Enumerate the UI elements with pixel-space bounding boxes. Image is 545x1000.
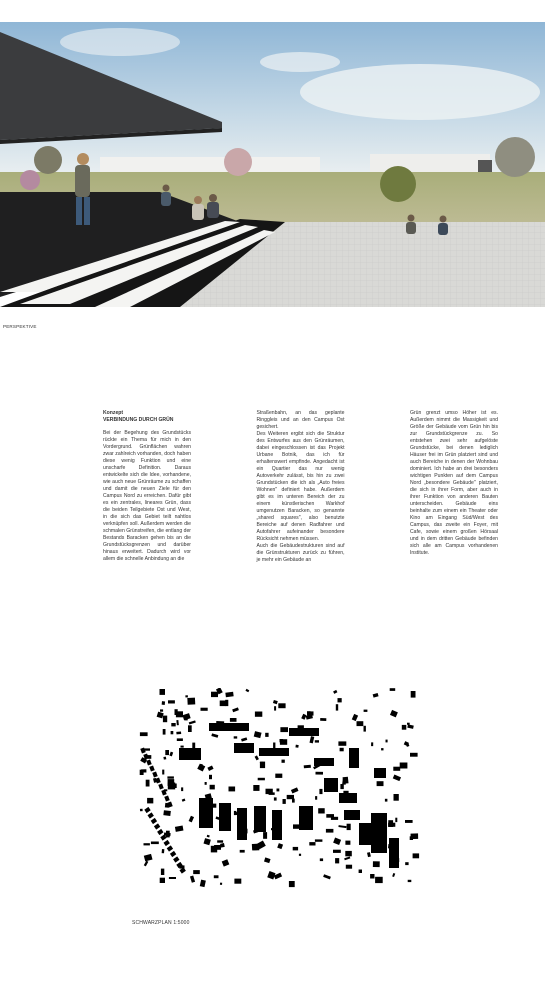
building-footprint <box>162 701 165 705</box>
tree <box>224 148 252 176</box>
tree <box>380 166 416 202</box>
building-footprint <box>338 825 346 828</box>
building-footprint <box>280 727 288 732</box>
building-footprint <box>188 725 192 732</box>
building-footprint <box>157 829 163 835</box>
building-footprint <box>144 861 149 867</box>
text-column-1 <box>103 410 191 564</box>
building-footprint <box>204 819 207 824</box>
building-footprint <box>263 832 267 839</box>
building-footprint <box>320 718 326 721</box>
building-footprint <box>175 826 184 832</box>
building-footprint <box>377 781 384 786</box>
building-footprint <box>160 878 165 883</box>
building-footprint <box>392 858 399 862</box>
building-footprint <box>395 818 397 822</box>
building-footprint <box>160 689 166 695</box>
building-footprint <box>344 810 360 820</box>
building-footprint <box>306 714 313 719</box>
building-footprint <box>234 879 241 884</box>
building-footprint <box>254 806 266 832</box>
paragraph: Grün grenzt umso Höher ist es. Außerdem nimmt die Massigkeit und Größe der Gebäude vom Grün hin bis zur Grundstückgrenze zu. So entstehen zwei sehr aufgelöste Grundstücke, bei denen lediglich Häuser frei im Grün platziert sind und auch Bereiche in denen der Wohnbau dominiert. Ich habe an drei besonders wichtigen Punkten auf dem Campus Nord „besondere Gebäude" platziert, die sich in ihrer Form, aber auch in ihrer Funktion von anderen Bauten unterscheiden. Gebäude eins beinhalte zum einem ein Theater oder Kino am Eingang Süd/West des Campus, das zweite ein Foyer, mit Cafe, sowie einem großen Hörsaal und in dem dritten Gebäude befinden sich alle am Campus vorhandenen Institute. <box>410 410 498 556</box>
building-footprint <box>293 824 300 828</box>
building-footprint <box>175 709 178 715</box>
building-footprint <box>158 783 163 789</box>
building-footprint <box>273 700 278 704</box>
building-footprint <box>340 784 343 789</box>
building-footprint <box>280 739 284 742</box>
building-footprint <box>171 731 174 734</box>
building-footprint <box>267 871 275 879</box>
building-footprint <box>276 774 281 776</box>
building-footprint <box>373 861 380 867</box>
building-footprint <box>274 706 276 710</box>
text-column-2 <box>257 410 345 564</box>
building-footprint <box>230 718 237 722</box>
building-footprint <box>259 748 289 756</box>
building-footprint <box>140 809 143 812</box>
building-footprint <box>371 742 373 746</box>
building-footprint <box>253 829 258 833</box>
building-footprint <box>200 880 206 888</box>
building-footprint <box>359 870 362 874</box>
building-footprint <box>151 842 159 845</box>
building-footprint <box>319 789 322 794</box>
building-footprint <box>318 808 325 813</box>
building-footprint <box>140 747 145 753</box>
building-footprint <box>236 812 243 815</box>
concept-title: VERBINDUNG DURCH GRÜN <box>103 417 174 423</box>
building-footprint <box>217 840 223 842</box>
building-footprint <box>170 851 176 857</box>
building-footprint <box>333 838 341 845</box>
concept-text <box>103 410 498 564</box>
building-footprint <box>272 810 282 840</box>
building-footprint <box>277 789 280 792</box>
building-footprint <box>407 724 413 728</box>
building-footprint <box>271 828 278 830</box>
building-footprint <box>364 710 368 712</box>
building-footprint <box>207 835 210 838</box>
building-footprint <box>410 753 418 757</box>
building-footprint <box>315 839 323 841</box>
building-footprint <box>390 710 398 717</box>
concept-kicker: Konzept <box>103 410 124 416</box>
building-footprint <box>187 698 195 705</box>
building-footprint <box>282 760 285 763</box>
building-footprint <box>162 770 164 775</box>
building-footprint <box>269 792 275 795</box>
building-footprint <box>204 838 211 845</box>
site-plan-caption: SCHWARZPLAN 1:5000 <box>132 920 190 926</box>
building-footprint <box>324 778 338 792</box>
building-footprint <box>146 780 150 787</box>
building-footprint <box>331 817 338 820</box>
building-footprint <box>255 712 262 717</box>
building-footprint <box>273 743 275 749</box>
building-footprint <box>371 813 387 853</box>
building-footprint <box>344 856 350 860</box>
cloud <box>300 64 540 120</box>
building-footprint <box>393 774 401 781</box>
building-footprint <box>219 825 224 828</box>
building-footprint <box>343 791 348 796</box>
tree <box>34 146 62 174</box>
building-footprint <box>295 745 298 748</box>
building-footprint <box>146 759 151 765</box>
building-footprint <box>214 875 219 878</box>
building-footprint <box>163 729 166 735</box>
building-footprint <box>240 829 248 834</box>
building-footprint <box>287 795 294 799</box>
building-footprint <box>388 823 395 827</box>
perspective-caption: PERSPEKTIVE <box>3 324 37 329</box>
building-footprint <box>207 765 213 771</box>
building-footprint <box>315 772 323 775</box>
building-footprint <box>211 733 218 737</box>
building-footprint <box>200 764 202 767</box>
building-footprint <box>147 798 153 804</box>
building-footprint <box>367 852 371 857</box>
building-footprint <box>265 733 268 737</box>
building-footprint <box>245 689 249 692</box>
building-footprint <box>169 877 176 879</box>
building-footprint <box>176 732 181 735</box>
building-footprint <box>201 708 208 711</box>
building-footprint <box>213 725 221 731</box>
building-footprint <box>400 763 408 769</box>
building-footprint <box>392 873 395 877</box>
building-footprint <box>364 726 366 732</box>
building-footprint <box>388 844 391 849</box>
building-footprint <box>193 753 198 760</box>
building-footprint <box>352 714 358 721</box>
building-footprint <box>189 720 196 724</box>
building-footprint <box>320 858 323 861</box>
building-footprint <box>342 779 346 785</box>
building-footprint <box>381 748 383 750</box>
building-footprint <box>347 824 351 830</box>
building-footprint <box>304 765 311 768</box>
building-footprint <box>390 688 396 691</box>
building-footprint <box>210 785 215 790</box>
building-footprint <box>149 765 154 771</box>
paragraph: Bei der Begehung des Grundstücks rückte ein Thema für mich in den Vordergrund. Grünflächen wahren zwar zahlreich vorhanden, doch haben diese wenig Funktion und eine unscharfe Definition. Daraus entwickelte sich die Idee, vorhandene, wie auch neue Grünräume zu schaffen und damit die neuen Ziele für den Campus Nord zu erreichen. Dafür gibt es ein zentrales, lineares Grün, dass die beiden Teilgebiete Ost und West, in die sich das Gebiet teilt nahtlos verknüpfen soll. Außerdem werden die schmalen Grünstreifen, die entlang der Bestands Baracken gehen bis an die Grundstücksgrenzen und darüber hinaus erweitert. Dadurch wird vor allem die schnelle Anbindung an die <box>103 430 191 562</box>
building-footprint <box>336 704 338 710</box>
building-footprint <box>309 842 315 845</box>
building-footprint <box>413 853 420 858</box>
building-footprint <box>255 755 259 760</box>
building-footprint <box>189 816 194 823</box>
building-footprint <box>298 725 304 732</box>
building-footprint <box>209 775 212 779</box>
building-footprint <box>277 843 283 849</box>
figure-ground-plan <box>139 688 424 890</box>
building-footprint <box>225 692 233 698</box>
building-footprint <box>155 777 160 783</box>
building-footprint <box>169 752 173 757</box>
tree <box>20 170 40 190</box>
building-footprint <box>389 838 399 868</box>
building-footprint <box>193 870 200 874</box>
building-footprint <box>253 785 259 791</box>
building-footprint <box>214 845 221 850</box>
building-footprint <box>258 778 265 781</box>
building-footprint <box>289 881 295 887</box>
building-footprint <box>393 767 400 771</box>
building-footprint <box>211 692 218 697</box>
building-footprint <box>315 796 317 800</box>
building-footprint <box>204 806 208 812</box>
building-footprint <box>151 818 157 824</box>
building-footprint <box>299 854 301 856</box>
building-footprint <box>357 721 364 726</box>
building-footprint <box>171 784 177 789</box>
building-footprint <box>140 732 148 736</box>
building-footprint <box>373 693 379 698</box>
building-footprint <box>182 799 186 802</box>
building-footprint <box>405 862 408 865</box>
building-footprint <box>333 690 337 694</box>
building-footprint <box>326 829 334 833</box>
perspective-rendering <box>0 22 545 307</box>
text-column-3 <box>410 410 498 564</box>
building-footprint <box>359 823 371 845</box>
building-footprint <box>264 857 271 863</box>
building-footprint <box>370 874 374 879</box>
building-footprint <box>152 771 157 777</box>
building-footprint <box>162 849 165 853</box>
building-footprint <box>167 845 173 851</box>
building-footprint <box>407 723 410 725</box>
building-footprint <box>338 741 346 745</box>
building-footprint <box>163 757 166 760</box>
tree <box>495 137 535 177</box>
building-footprint <box>411 691 416 698</box>
building-footprint <box>167 776 174 778</box>
building-footprint <box>254 731 262 738</box>
building-footprint <box>289 728 319 736</box>
building-footprint <box>164 840 170 846</box>
building-footprint <box>345 841 350 845</box>
building-footprint <box>163 810 171 816</box>
building-footprint <box>375 877 383 883</box>
building-footprint <box>278 703 285 708</box>
building-footprint <box>220 883 222 885</box>
building-footprint <box>208 804 216 808</box>
building-footprint <box>154 823 160 829</box>
building-footprint <box>220 701 226 707</box>
building-footprint <box>173 856 179 862</box>
building-footprint <box>241 737 247 741</box>
building-footprint <box>346 865 352 869</box>
building-footprint <box>315 740 319 742</box>
building-footprint <box>144 748 150 750</box>
building-footprint <box>291 787 299 793</box>
building-footprint <box>144 854 153 862</box>
perspective-illustration <box>0 22 545 307</box>
building-footprint <box>333 850 341 853</box>
building-footprint <box>234 736 238 738</box>
building-footprint <box>177 738 183 741</box>
building-footprint <box>229 787 236 792</box>
building-footprint <box>168 700 175 703</box>
building-footprint <box>323 874 331 879</box>
cloud <box>60 28 180 56</box>
building-footprint <box>222 859 230 866</box>
building-footprint <box>274 797 277 800</box>
site-plan-drawing <box>139 688 424 890</box>
building-footprint <box>181 787 183 791</box>
cloud <box>260 52 340 72</box>
building-footprint <box>157 712 164 719</box>
building-footprint <box>232 707 239 712</box>
building-footprint <box>140 770 144 775</box>
building-footprint <box>171 723 175 726</box>
building-footprint <box>293 847 298 851</box>
building-footprint <box>325 758 333 762</box>
building-footprint <box>144 807 150 813</box>
building-footprint <box>181 746 184 748</box>
building-footprint <box>176 720 179 725</box>
building-footprint <box>411 833 419 839</box>
building-footprint <box>257 825 264 827</box>
building-footprint <box>160 709 163 711</box>
building-footprint <box>164 795 169 801</box>
building-footprint <box>148 812 154 818</box>
building-footprint <box>220 812 226 818</box>
building-footprint <box>252 844 258 851</box>
building-footprint <box>402 725 407 730</box>
building-footprint <box>335 858 339 863</box>
building-footprint <box>182 713 190 720</box>
building-footprint <box>345 851 352 856</box>
building-footprint <box>165 750 169 755</box>
paragraph: Straßenbahn, an das geplante Ringgleis und an den Campus Ost gesichert. Des Weiteren ergibt sich die Struktur des Entwurfes aus den Grünräumen, dabei eingeschlossen ist das Projekt Urbane Botnik, das ich für erhaltenswert empfinde. Angedacht ist ein Quartier das nur wenig Autoverkehr zulässt, bis hin zu zwei Grundstücken die ich als „Auto freies Wohnen" definiert habe. Außerdem gibt es im unteren Bereich der zu einem künstlerischen Warkhof umgenutzen Baracken, so genannte „shared squares", also benutzte Bereiche auf denen Radfahrer und Autofahrer aufeinander besondere Rücksicht nehmen müssen. Auch die Gebäudestrukturen sind auf die Grünstrukturen zurück zu führen, je mehr ein Gebäude an <box>256 410 345 563</box>
building-footprint <box>408 880 412 882</box>
building-footprint <box>405 820 413 823</box>
building-footprint <box>385 799 388 802</box>
building-footprint <box>190 876 195 883</box>
building-footprint <box>205 782 207 785</box>
building-footprint <box>301 714 306 720</box>
building-footprint <box>394 794 399 801</box>
building-footprint <box>192 743 195 749</box>
building-footprint <box>240 850 245 853</box>
building-footprint <box>163 716 167 723</box>
building-footprint <box>161 869 164 875</box>
building-footprint <box>283 799 286 804</box>
building-footprint <box>144 843 150 845</box>
building-footprint <box>309 736 314 743</box>
building-footprint <box>386 740 388 743</box>
building-footprint <box>338 698 342 702</box>
building-footprint <box>185 695 188 697</box>
building-footprint <box>349 748 359 768</box>
building-footprint <box>340 748 344 752</box>
